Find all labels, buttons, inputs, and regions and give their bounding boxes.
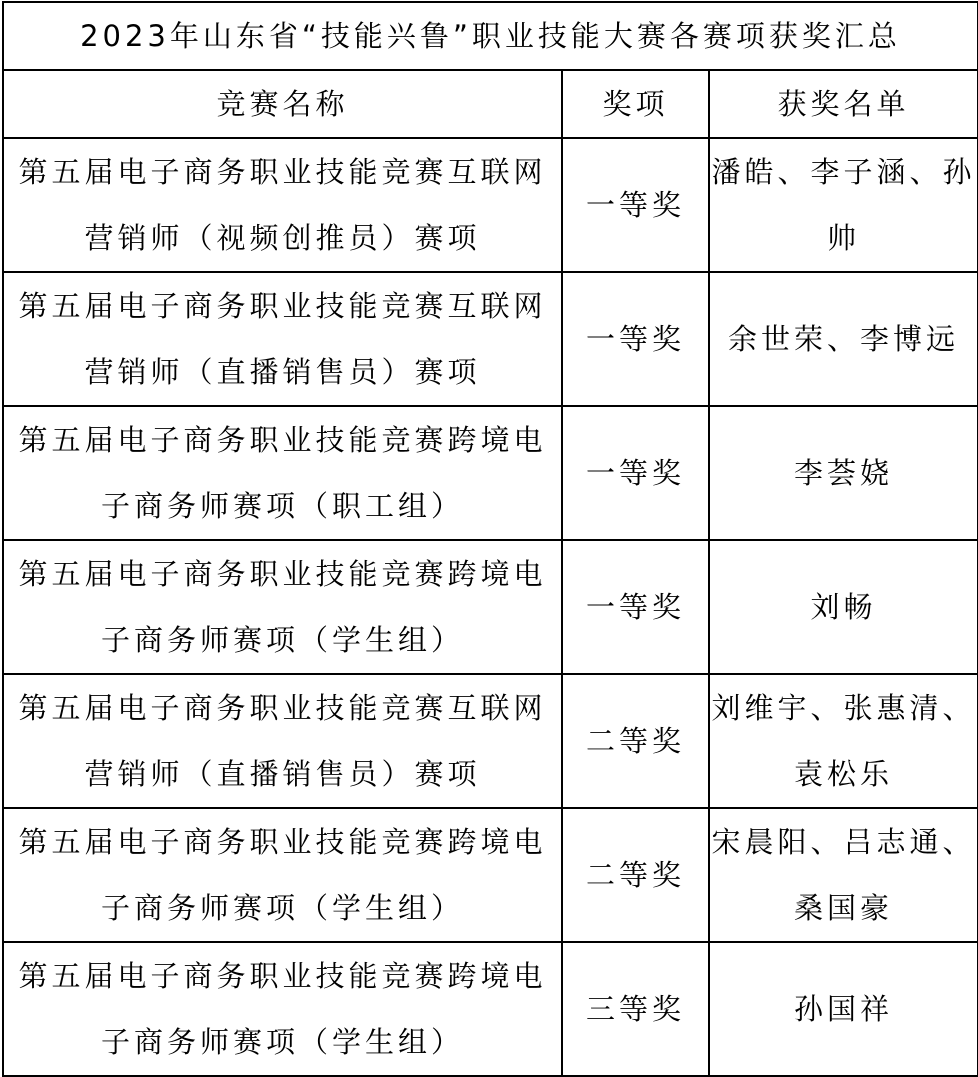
winners-cell xyxy=(709,272,978,406)
title-row xyxy=(3,2,978,70)
competition-name: 第五届电子商务职业技能竞赛互联网营销师（直播销售员）赛项 xyxy=(18,691,547,791)
winners-cell xyxy=(709,942,978,1076)
winners-cell xyxy=(709,674,978,808)
award-cell: 二等奖 xyxy=(562,674,709,808)
winners-list: 宋晨阳、吕志通、桑国豪 xyxy=(711,825,976,925)
table-row xyxy=(3,808,978,942)
table-row xyxy=(3,138,978,272)
award-cell: 一等奖 xyxy=(562,138,709,272)
header-award: 奖项 xyxy=(562,70,709,138)
winners-list: 孙国祥 xyxy=(794,992,894,1026)
table-row xyxy=(3,942,978,1076)
table-row xyxy=(3,674,978,808)
winners-cell xyxy=(709,138,978,272)
competition-cell xyxy=(3,138,562,272)
competition-cell xyxy=(3,674,562,808)
table-title: 2023年山东省“技能兴鲁”职业技能大赛各赛项获奖汇总 xyxy=(3,2,978,70)
award-cell: 三等奖 xyxy=(562,942,709,1076)
award-cell: 一等奖 xyxy=(562,406,709,540)
table-row xyxy=(3,272,978,406)
winners-list: 李荟娆 xyxy=(794,456,894,490)
award-cell: 一等奖 xyxy=(562,272,709,406)
competition-name: 第五届电子商务职业技能竞赛跨境电子商务师赛项（学生组） xyxy=(18,557,547,657)
competition-cell xyxy=(3,272,562,406)
winners-list: 潘皓、李子涵、孙帅 xyxy=(711,155,976,255)
winners-cell xyxy=(709,808,978,942)
competition-name: 第五届电子商务职业技能竞赛跨境电子商务师赛项（学生组） xyxy=(18,825,547,925)
table-row xyxy=(3,540,978,674)
winners-list: 余世荣、李博远 xyxy=(728,322,960,356)
competition-name: 第五届电子商务职业技能竞赛互联网营销师（视频创推员）赛项 xyxy=(18,155,547,255)
award-cell: 二等奖 xyxy=(562,808,709,942)
winners-list: 刘维宇、张惠清、袁松乐 xyxy=(711,691,976,791)
header-row xyxy=(3,70,978,138)
header-competition: 竞赛名称 xyxy=(3,70,562,138)
competition-cell xyxy=(3,808,562,942)
competition-name: 第五届电子商务职业技能竞赛跨境电子商务师赛项（职工组） xyxy=(18,423,547,523)
competition-name: 第五届电子商务职业技能竞赛跨境电子商务师赛项（学生组） xyxy=(18,959,547,1059)
award-cell: 一等奖 xyxy=(562,540,709,674)
competition-name: 第五届电子商务职业技能竞赛互联网营销师（直播销售员）赛项 xyxy=(18,289,547,389)
competition-cell xyxy=(3,540,562,674)
header-winners: 获奖名单 xyxy=(709,70,978,138)
competition-cell xyxy=(3,942,562,1076)
competition-cell xyxy=(3,406,562,540)
winners-cell xyxy=(709,540,978,674)
winners-list: 刘畅 xyxy=(810,590,877,624)
table-row xyxy=(3,406,978,540)
winners-cell xyxy=(709,406,978,540)
awards-table xyxy=(2,1,978,1077)
